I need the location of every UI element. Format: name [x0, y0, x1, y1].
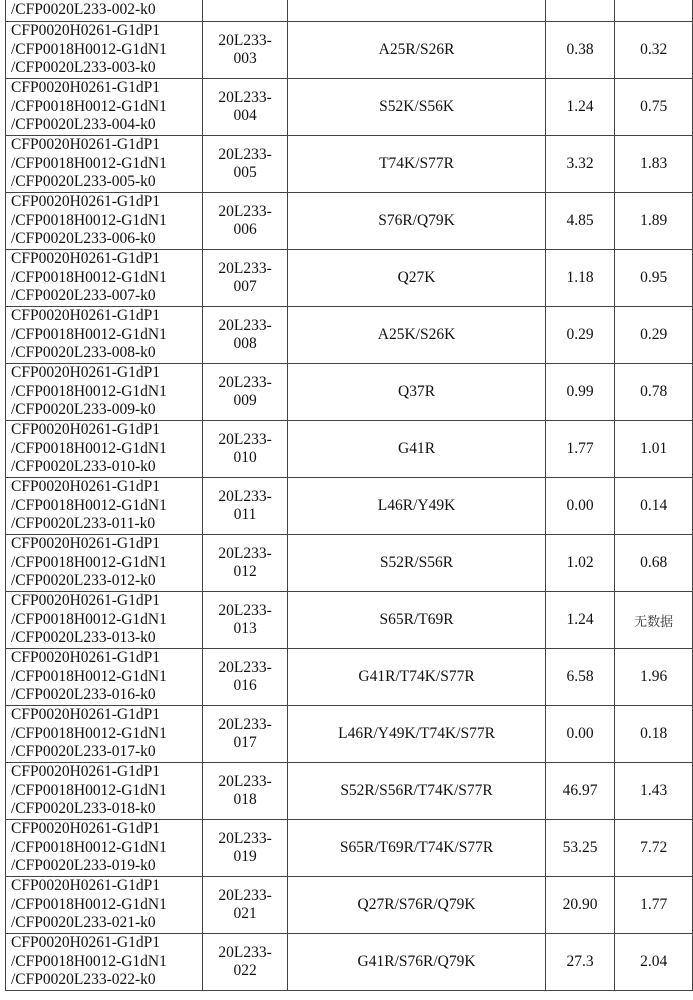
name-line: /CFP0020L233-004-k0 — [11, 116, 156, 134]
cell-variant-id — [202, 136, 288, 193]
cell-value-1: 1.02 — [545, 535, 615, 592]
name-line: /CFP0020L233-007-k0 — [11, 287, 156, 305]
name-line: CFP0020H0261-G1dP1 — [11, 592, 160, 610]
name-line: /CFP0020L233-022-k0 — [11, 971, 156, 989]
table-row — [6, 820, 693, 877]
variant-id-line: 20L233- — [218, 772, 272, 790]
name-line: CFP0020H0261-G1dP1 — [11, 22, 160, 40]
variant-id-line: 009 — [233, 392, 257, 409]
cell-variant-id — [202, 0, 288, 22]
name-line: CFP0020H0261-G1dP1 — [11, 706, 160, 724]
cell-variant-id — [202, 193, 288, 250]
name-line: /CFP0018H0012-G1dN1 — [11, 211, 167, 229]
variant-id-line: 20L233- — [218, 373, 272, 391]
cell-value-1: 1.18 — [545, 250, 615, 307]
cell-variant-id — [202, 706, 288, 763]
cell-value-2: 0.78 — [615, 364, 693, 421]
cell-antibody-name — [6, 250, 203, 307]
cell-mutation: A25K/S26K — [288, 307, 545, 364]
cell-value-1: 1.77 — [545, 421, 615, 478]
cell-antibody-name — [6, 478, 203, 535]
cell-antibody-name — [6, 934, 203, 991]
cell-value-2: 0.29 — [615, 307, 693, 364]
variant-id-line: 20L233- — [218, 31, 272, 49]
variant-id-line: 20L233- — [218, 601, 272, 619]
variant-id-line: 20L233- — [218, 316, 272, 334]
name-line: /CFP0018H0012-G1dN1 — [11, 667, 167, 685]
table-row — [6, 22, 693, 79]
cell-antibody-name — [6, 307, 203, 364]
variant-id-line: 20L233- — [218, 259, 272, 277]
cell-value-2 — [615, 0, 693, 22]
cell-variant-id — [202, 592, 288, 649]
variant-id-line: 005 — [233, 164, 257, 181]
name-line: /CFP0018H0012-G1dN1 — [11, 895, 167, 913]
cell-value-2: 0.68 — [615, 535, 693, 592]
cell-value-2: 0.95 — [615, 250, 693, 307]
cell-mutation: S52R/S56R/T74K/S77R — [288, 763, 545, 820]
cell-value-2: 7.72 — [615, 820, 693, 877]
cell-variant-id — [202, 22, 288, 79]
name-line: /CFP0018H0012-G1dN1 — [11, 439, 167, 457]
name-line: /CFP0020L233-013-k0 — [11, 629, 156, 647]
variant-id-line: 20L233- — [218, 430, 272, 448]
cell-value-1: 0.00 — [545, 478, 615, 535]
cell-value-2: 1.01 — [615, 421, 693, 478]
cell-value-1: 0.29 — [545, 307, 615, 364]
name-line: /CFP0020L233-009-k0 — [11, 401, 156, 419]
cell-value-2: 0.75 — [615, 79, 693, 136]
name-line: /CFP0018H0012-G1dN1 — [11, 97, 167, 115]
name-line: /CFP0020L233-012-k0 — [11, 572, 156, 590]
table-row — [6, 193, 693, 250]
cell-value-2: 1.96 — [615, 649, 693, 706]
cell-value-2: 0.32 — [615, 22, 693, 79]
variant-id-line: 008 — [233, 335, 257, 352]
cell-variant-id — [202, 421, 288, 478]
cell-variant-id — [202, 820, 288, 877]
cell-variant-id — [202, 250, 288, 307]
cell-mutation: G41R/T74K/S77R — [288, 649, 545, 706]
name-line: /CFP0020L233-018-k0 — [11, 800, 156, 818]
variant-id-line: 013 — [233, 620, 257, 637]
name-line: CFP0020H0261-G1dP1 — [11, 250, 160, 268]
name-line: /CFP0020L233-003-k0 — [11, 59, 156, 77]
cell-mutation: Q27R/S76R/Q79K — [288, 877, 545, 934]
cell-antibody-name — [6, 22, 203, 79]
name-line: /CFP0020L233-011-k0 — [11, 515, 156, 533]
name-line: /CFP0018H0012-G1dN1 — [11, 781, 167, 799]
cell-mutation: S65R/T69R — [288, 592, 545, 649]
name-line: /CFP0018H0012-G1dN1 — [11, 40, 167, 58]
cell-antibody-name — [6, 79, 203, 136]
variant-id-line: 20L233- — [218, 202, 272, 220]
cell-mutation: L46R/Y49K/T74K/S77R — [288, 706, 545, 763]
variant-id-line: 022 — [233, 962, 257, 979]
variant-id-line: 017 — [233, 734, 257, 751]
table-row — [6, 307, 693, 364]
name-line: /CFP0020L233-006-k0 — [11, 230, 156, 248]
cell-value-1: 0.38 — [545, 22, 615, 79]
cell-variant-id — [202, 478, 288, 535]
table-row — [6, 364, 693, 421]
variant-id-line: 20L233- — [218, 658, 272, 676]
cell-variant-id — [202, 763, 288, 820]
variant-id-line: 016 — [233, 677, 257, 694]
cell-mutation: Q27K — [288, 250, 545, 307]
cell-value-1: 46.97 — [545, 763, 615, 820]
cell-mutation: Q37R — [288, 364, 545, 421]
cell-value-2: 1.43 — [615, 763, 693, 820]
cell-variant-id — [202, 649, 288, 706]
variant-id-line: 011 — [233, 506, 257, 523]
cell-value-2: 1.89 — [615, 193, 693, 250]
cell-value-1: 4.85 — [545, 193, 615, 250]
table-row — [6, 136, 693, 193]
cell-variant-id — [202, 877, 288, 934]
cell-value-2: 1.77 — [615, 877, 693, 934]
name-line: /CFP0018H0012-G1dN1 — [11, 268, 167, 286]
cell-value-1: 27.3 — [545, 934, 615, 991]
name-line: CFP0020H0261-G1dP1 — [11, 535, 160, 553]
cell-variant-id — [202, 79, 288, 136]
cell-mutation: T74K/S77R — [288, 136, 545, 193]
cell-value-1: 0.00 — [545, 706, 615, 763]
variant-id-line: 018 — [233, 791, 257, 808]
variant-id-line: 20L233- — [218, 544, 272, 562]
name-line: /CFP0018H0012-G1dN1 — [11, 724, 167, 742]
cell-antibody-name — [6, 535, 203, 592]
variant-id-line: 20L233- — [218, 829, 272, 847]
cell-variant-id — [202, 535, 288, 592]
cell-antibody-name — [6, 136, 203, 193]
cell-antibody-name — [6, 364, 203, 421]
cell-antibody-name — [6, 0, 203, 22]
variant-id-line: 20L233- — [218, 145, 272, 163]
cell-variant-id — [202, 364, 288, 421]
table-body — [6, 0, 693, 991]
variant-id-line: 007 — [233, 278, 257, 295]
antibody-mutation-table — [5, 0, 693, 991]
name-line: /CFP0020L233-008-k0 — [11, 344, 156, 362]
variant-id-line: 006 — [233, 221, 257, 238]
name-line: /CFP0018H0012-G1dN1 — [11, 325, 167, 343]
cell-mutation — [288, 0, 545, 22]
cell-value-2: 0.18 — [615, 706, 693, 763]
table-row — [6, 535, 693, 592]
cell-mutation: S65R/T69R/T74K/S77R — [288, 820, 545, 877]
table-row — [6, 763, 693, 820]
table-row — [6, 649, 693, 706]
table-row — [6, 478, 693, 535]
variant-id-line: 20L233- — [218, 886, 272, 904]
name-line: /CFP0020L233-010-k0 — [11, 458, 156, 476]
name-line: CFP0020H0261-G1dP1 — [11, 877, 160, 895]
name-line: /CFP0020L233-019-k0 — [11, 857, 156, 875]
name-line: /CFP0018H0012-G1dN1 — [11, 838, 167, 856]
cell-mutation: L46R/Y49K — [288, 478, 545, 535]
cell-value-2-no-data: 无数据 — [615, 592, 693, 649]
table-row-partial — [6, 0, 693, 22]
cell-mutation: G41R — [288, 421, 545, 478]
table-row — [6, 421, 693, 478]
name-line: /CFP0018H0012-G1dN1 — [11, 154, 167, 172]
cell-mutation: S52K/S56K — [288, 79, 545, 136]
variant-id-line: 20L233- — [218, 715, 272, 733]
name-line: CFP0020H0261-G1dP1 — [11, 136, 160, 154]
cell-mutation: S52R/S56R — [288, 535, 545, 592]
cell-antibody-name — [6, 193, 203, 250]
name-line: CFP0020H0261-G1dP1 — [11, 307, 160, 325]
table-row — [6, 250, 693, 307]
name-line: CFP0020H0261-G1dP1 — [11, 421, 160, 439]
table-row — [6, 934, 693, 991]
cell-antibody-name — [6, 877, 203, 934]
name-line: CFP0020H0261-G1dP1 — [11, 820, 160, 838]
name-line: /CFP0018H0012-G1dN1 — [11, 553, 167, 571]
variant-id-line: 010 — [233, 449, 257, 466]
name-line: /CFP0020L233-021-k0 — [11, 914, 156, 932]
variant-id-line: 20L233- — [218, 943, 272, 961]
variant-id-line: 20L233- — [218, 88, 272, 106]
cell-value-1: 1.24 — [545, 79, 615, 136]
name-line: /CFP0018H0012-G1dN1 — [11, 496, 167, 514]
cell-mutation: A25R/S26R — [288, 22, 545, 79]
name-line: /CFP0020L233-005-k0 — [11, 173, 156, 191]
table-row — [6, 877, 693, 934]
cell-value-1: 3.32 — [545, 136, 615, 193]
cell-antibody-name — [6, 763, 203, 820]
name-line: /CFP0018H0012-G1dN1 — [11, 382, 167, 400]
cell-antibody-name — [6, 421, 203, 478]
name-line: CFP0020H0261-G1dP1 — [11, 934, 160, 952]
cell-value-1: 6.58 — [545, 649, 615, 706]
cell-variant-id — [202, 934, 288, 991]
cell-antibody-name — [6, 706, 203, 763]
cell-value-1: 53.25 — [545, 820, 615, 877]
cell-mutation: S76R/Q79K — [288, 193, 545, 250]
variant-id-line: 003 — [233, 50, 257, 67]
table-row — [6, 592, 693, 649]
cell-value-1: 20.90 — [545, 877, 615, 934]
cell-antibody-name — [6, 592, 203, 649]
table-row — [6, 706, 693, 763]
cell-value-2: 2.04 — [615, 934, 693, 991]
name-line: CFP0020H0261-G1dP1 — [11, 364, 160, 382]
name-line: CFP0020H0261-G1dP1 — [11, 193, 160, 211]
variant-id-line: 004 — [233, 107, 257, 124]
cell-antibody-name — [6, 649, 203, 706]
cell-value-1: 0.99 — [545, 364, 615, 421]
variant-id-line: 012 — [233, 563, 257, 580]
name-line: /CFP0020L233-017-k0 — [11, 743, 156, 761]
cell-antibody-name — [6, 820, 203, 877]
name-line: /CFP0018H0012-G1dN1 — [11, 610, 167, 628]
name-line: CFP0020H0261-G1dP1 — [11, 478, 160, 496]
name-line: CFP0020H0261-G1dP1 — [11, 79, 160, 97]
cell-value-2: 1.83 — [615, 136, 693, 193]
cell-mutation: G41R/S76R/Q79K — [288, 934, 545, 991]
variant-id-line: 20L233- — [218, 487, 272, 505]
table-row — [6, 79, 693, 136]
name-line: /CFP0020L233-002-k0 — [11, 1, 156, 19]
variant-id-line: 021 — [233, 905, 257, 922]
cell-value-1: 1.24 — [545, 592, 615, 649]
cell-variant-id — [202, 307, 288, 364]
cell-value-2: 0.14 — [615, 478, 693, 535]
name-line: /CFP0020L233-016-k0 — [11, 686, 156, 704]
cell-value-1 — [545, 0, 615, 22]
name-line: CFP0020H0261-G1dP1 — [11, 649, 160, 667]
name-line: /CFP0018H0012-G1dN1 — [11, 952, 167, 970]
name-line: CFP0020H0261-G1dP1 — [11, 763, 160, 781]
variant-id-line: 019 — [233, 848, 257, 865]
